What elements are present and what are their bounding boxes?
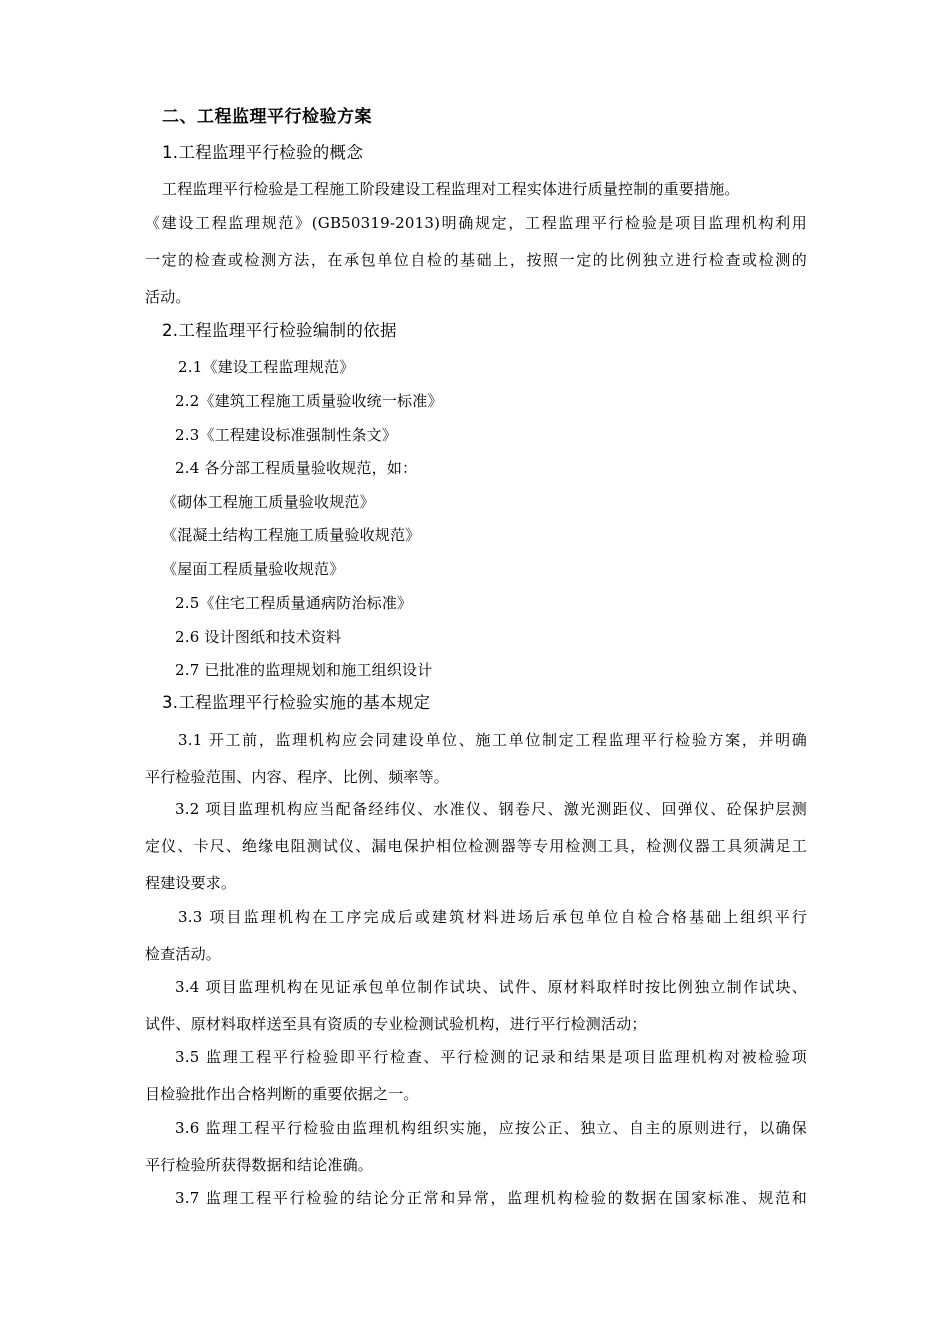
section-1-paragraph-line: 一定的检查或检测方法，在承包单位自检的基础上，按照一定的比例独立进行检查或检测的 (145, 251, 807, 269)
rule-line: 3.5 监理工程平行检验即平行检查、平行检测的记录和结果是项目监理机构对被检验项 (175, 1048, 807, 1066)
basis-list-item: 2.2《建筑工程施工质量验收统一标准》 (175, 392, 443, 410)
section-2-heading: 2.工程监理平行检验编制的依据 (162, 321, 397, 340)
rule-line: 平行检验范围、内容、程序、比例、频率等。 (145, 768, 450, 786)
rule-line: 定仪、卡尺、绝缘电阻测试仪、漏电保护相位检测器等专用检测工具，检测仪器工具须满足工 (145, 837, 807, 855)
basis-list-item: 2.5《住宅工程质量通病防治标准》 (175, 594, 413, 612)
rule-line: 试件、原材料取样送至具有资质的专业检测试验机构，进行平行检测活动； (145, 1015, 647, 1033)
rule-line: 3.1 开工前，监理机构应会同建设单位、施工单位制定工程监理平行检验方案，并明确 (178, 731, 807, 749)
rule-line: 3.2 项目监理机构应当配备经纬仪、水准仪、钢卷尺、激光测距仪、回弹仪、砼保护层测 (175, 800, 807, 818)
rule-line: 3.3 项目监理机构在工序完成后或建筑材料进场后承包单位自检合格基础上组织平行 (178, 908, 807, 926)
basis-list-item: 《屋面工程质量验收规范》 (162, 560, 345, 578)
basis-list-item: 《砌体工程施工质量验收规范》 (162, 493, 375, 511)
rule-line: 3.4 项目监理机构在见证承包单位制作试块、试件、原材料取样时按比例独立制作试块、 (175, 978, 807, 996)
rule-line: 3.6 监理工程平行检验由监理机构组织实施，应按公正、独立、自主的原则进行，以确保 (175, 1119, 807, 1137)
section-1-heading: 1.工程监理平行检验的概念 (162, 143, 364, 162)
rule-line: 3.7 监理工程平行检验的结论分正常和异常，监理机构检验的数据在国家标准、规范和 (175, 1189, 807, 1207)
section-3-heading: 3.工程监理平行检验实施的基本规定 (162, 693, 431, 712)
section-1-paragraph-line: 《建设工程监理规范》(GB50319-2013)明确规定，工程监理平行检验是项目监理机构利用 (145, 214, 807, 232)
rule-line: 目检验批作出合格判断的重要依据之一。 (145, 1085, 419, 1103)
section-1-paragraph-line: 活动。 (145, 288, 191, 306)
basis-list-item: 2.4 各分部工程质量验收规范，如： (175, 459, 418, 477)
basis-list-item: 2.7 已批准的监理规划和施工组织设计 (175, 661, 433, 679)
rule-line: 程建设要求。 (145, 874, 237, 892)
basis-list-item: 《混凝土结构工程施工质量验收规范》 (162, 526, 421, 544)
rule-line: 平行检验所获得数据和结论准确。 (145, 1156, 374, 1174)
rule-line: 检查活动。 (145, 945, 222, 963)
basis-list-item: 2.1《建设工程监理规范》 (178, 358, 355, 376)
basis-list-item: 2.3《工程建设标准强制性条文》 (175, 426, 398, 444)
basis-list-item: 2.6 设计图纸和技术资料 (175, 628, 342, 646)
section-1-paragraph-line: 工程监理平行检验是工程施工阶段建设工程监理对工程实体进行质量控制的重要措施。 (162, 180, 740, 198)
page-title: 二、工程监理平行检验方案 (162, 107, 372, 127)
